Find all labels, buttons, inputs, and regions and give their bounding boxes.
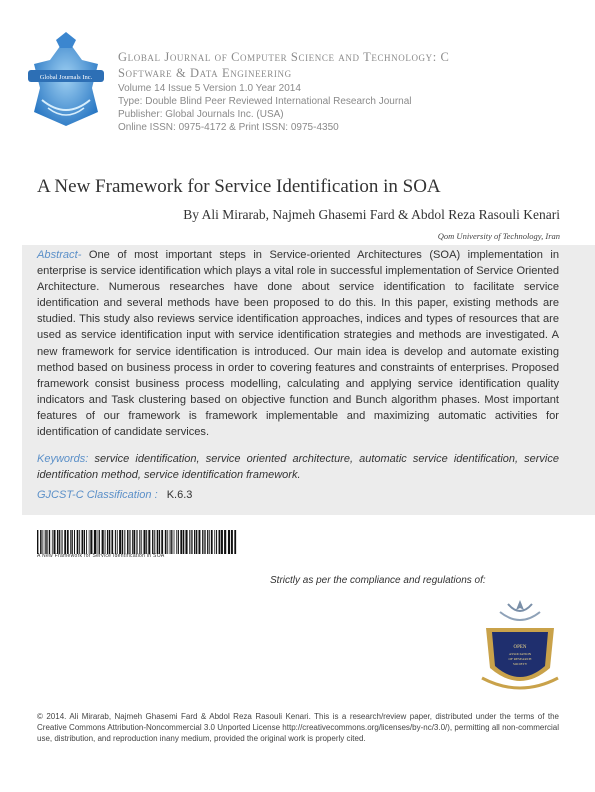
journal-title: Global Journal of Computer Science and Technology: C bbox=[118, 50, 450, 64]
journal-logo bbox=[22, 30, 110, 130]
logo-text: Global Journals Inc. bbox=[39, 74, 93, 81]
publisher: Publisher: Global Journals Inc. (USA) bbox=[118, 109, 284, 120]
svg-text:ASSOCIATION: ASSOCIATION bbox=[508, 652, 532, 656]
svg-text:OPEN: OPEN bbox=[513, 645, 527, 650]
compliance-note: Strictly as per the compliance and regulations of: bbox=[270, 575, 486, 586]
issn: Online ISSN: 0975-4172 & Print ISSN: 0975-4350 bbox=[118, 122, 339, 133]
affiliation: Qom University of Technology, Iran bbox=[437, 231, 560, 241]
barcode bbox=[37, 530, 237, 554]
journal-subtitle: Software & Data Engineering bbox=[118, 66, 292, 80]
abstract-text: One of most important steps in Service-oriented Architectures (SOA) implementation in enterprise is service identification which plays a vital role in successful implementation of Service Oriented Architecture. Numerous researches have done about service identification to facilitate service identification and several methods have been proposed to do this. In this paper, existing methods are studied. This study also reviews service identification approaches, indices and types of resources that are used as service identification input with service identification strategies and methods are investigated. A new framework for service identification is introduced. Our main idea is develop and automate existing method based on business process in order to covering features and constraints of enterprises. Proposed framework consist business process modelling, calculating and applying service identification quality indicators and Task clustering based on objective function and Bunch algorithm phases. Most important features of our framework is framework implementable and maximizing automatic activities for identification of candidate services. bbox=[37, 249, 559, 439]
keywords-text: service identification, service oriented architecture, automatic service identification, service identification method, service identification framework. bbox=[37, 453, 559, 481]
abstract bbox=[37, 247, 559, 440]
journal-type: Type: Double Blind Peer Reviewed International Research Journal bbox=[118, 96, 412, 107]
authors: By Ali Mirarab, Najmeh Ghasemi Fard & Abdol Reza Rasouli Kenari bbox=[183, 207, 560, 222]
keywords-label: Keywords: bbox=[37, 453, 89, 465]
barcode-text: A New Framework for Service Identification in SOA bbox=[37, 553, 165, 559]
classification-value: K.6.3 bbox=[166, 489, 193, 501]
classification bbox=[37, 489, 192, 501]
abstract-label: Abstract- bbox=[37, 249, 82, 261]
copyright-footer: © 2014. Ali Mirarab, Najmeh Ghasemi Fard & Abdol Reza Rasouli Kenari. This is a research/review paper, distributed under the terms of the Creative Commons Attribution-Noncommercial 3.0 Unported License http://creativecommons.org/licenses/by-nc/3.0/), permitting all non-commercial use, distribution, and reproduction inany medium, provided the original work is properly cited. bbox=[37, 712, 559, 743]
volume-info: Volume 14 Issue 5 Version 1.0 Year 2014 bbox=[118, 83, 301, 94]
classification-label: GJCST-C Classification : bbox=[37, 489, 158, 501]
keywords bbox=[37, 451, 559, 483]
svg-text:SOCIETY: SOCIETY bbox=[512, 662, 528, 666]
association-seal bbox=[478, 598, 562, 694]
svg-text:OF RESEARCH: OF RESEARCH bbox=[508, 657, 532, 661]
paper-title: A New Framework for Service Identification in SOA bbox=[37, 176, 441, 197]
